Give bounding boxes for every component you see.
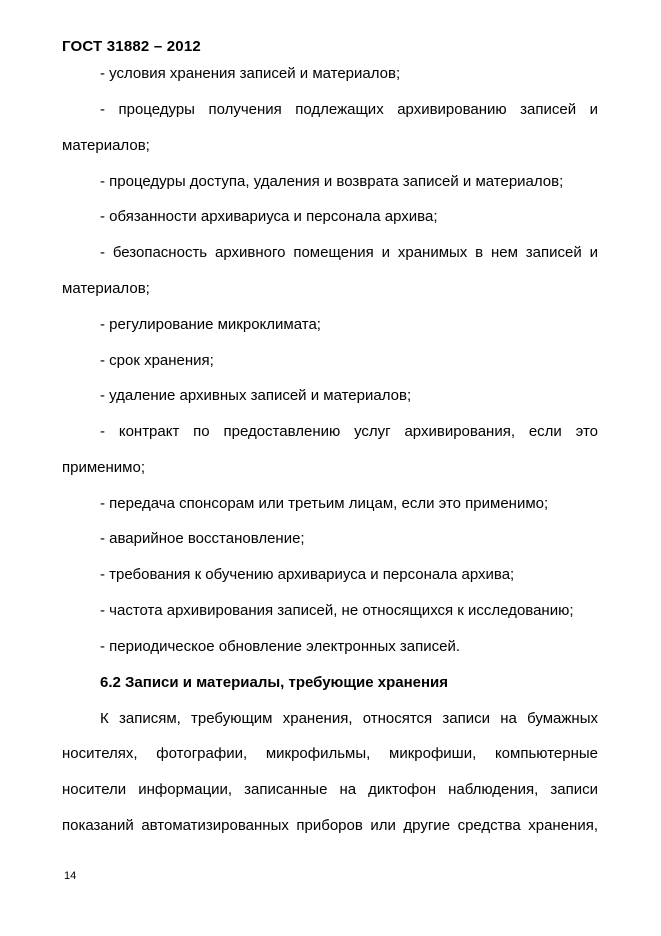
list-item: - условия хранения записей и материалов; — [100, 65, 401, 82]
list-item: - контракт по предоставлению услуг архивирования, если это — [100, 423, 598, 440]
list-item: - частота архивирования записей, не относящихся к исследованию; — [100, 602, 574, 619]
list-item: - процедуры доступа, удаления и возврата записей и материалов; — [100, 173, 564, 190]
paragraph-line: показаний автоматизированных приборов или другие средства хранения, — [62, 817, 598, 834]
paragraph-line: носителях, фотографии, микрофильмы, микрофиши, компьютерные — [62, 745, 598, 762]
list-item-continuation: материалов; — [62, 137, 150, 154]
list-item-continuation: применимо; — [62, 459, 145, 476]
page-number: 14 — [64, 870, 77, 882]
list-item: - передача спонсорам или третьим лицам, если это применимо; — [100, 495, 549, 512]
list-item: - удаление архивных записей и материалов; — [100, 387, 412, 404]
list-item: - периодическое обновление электронных записей. — [100, 638, 461, 655]
document-header: ГОСТ 31882 – 2012 — [62, 38, 201, 55]
section-heading: 6.2 Записи и материалы, требующие хранения — [100, 674, 449, 691]
list-item: - регулирование микроклимата; — [100, 316, 321, 333]
list-item: - безопасность архивного помещения и хранимых в нем записей и — [100, 244, 598, 261]
list-item-continuation: материалов; — [62, 280, 150, 297]
list-item: - процедуры получения подлежащих архивированию записей и — [100, 101, 598, 118]
list-item: - обязанности архивариуса и персонала архива; — [100, 208, 438, 225]
list-item: - требования к обучению архивариуса и персонала архива; — [100, 566, 515, 583]
paragraph-line: носители информации, записанные на диктофон наблюдения, записи — [62, 781, 598, 798]
list-item: - аварийное восстановление; — [100, 530, 305, 547]
paragraph-line: К записям, требующим хранения, относятся записи на бумажных — [100, 710, 598, 727]
list-item: - срок хранения; — [100, 352, 214, 369]
